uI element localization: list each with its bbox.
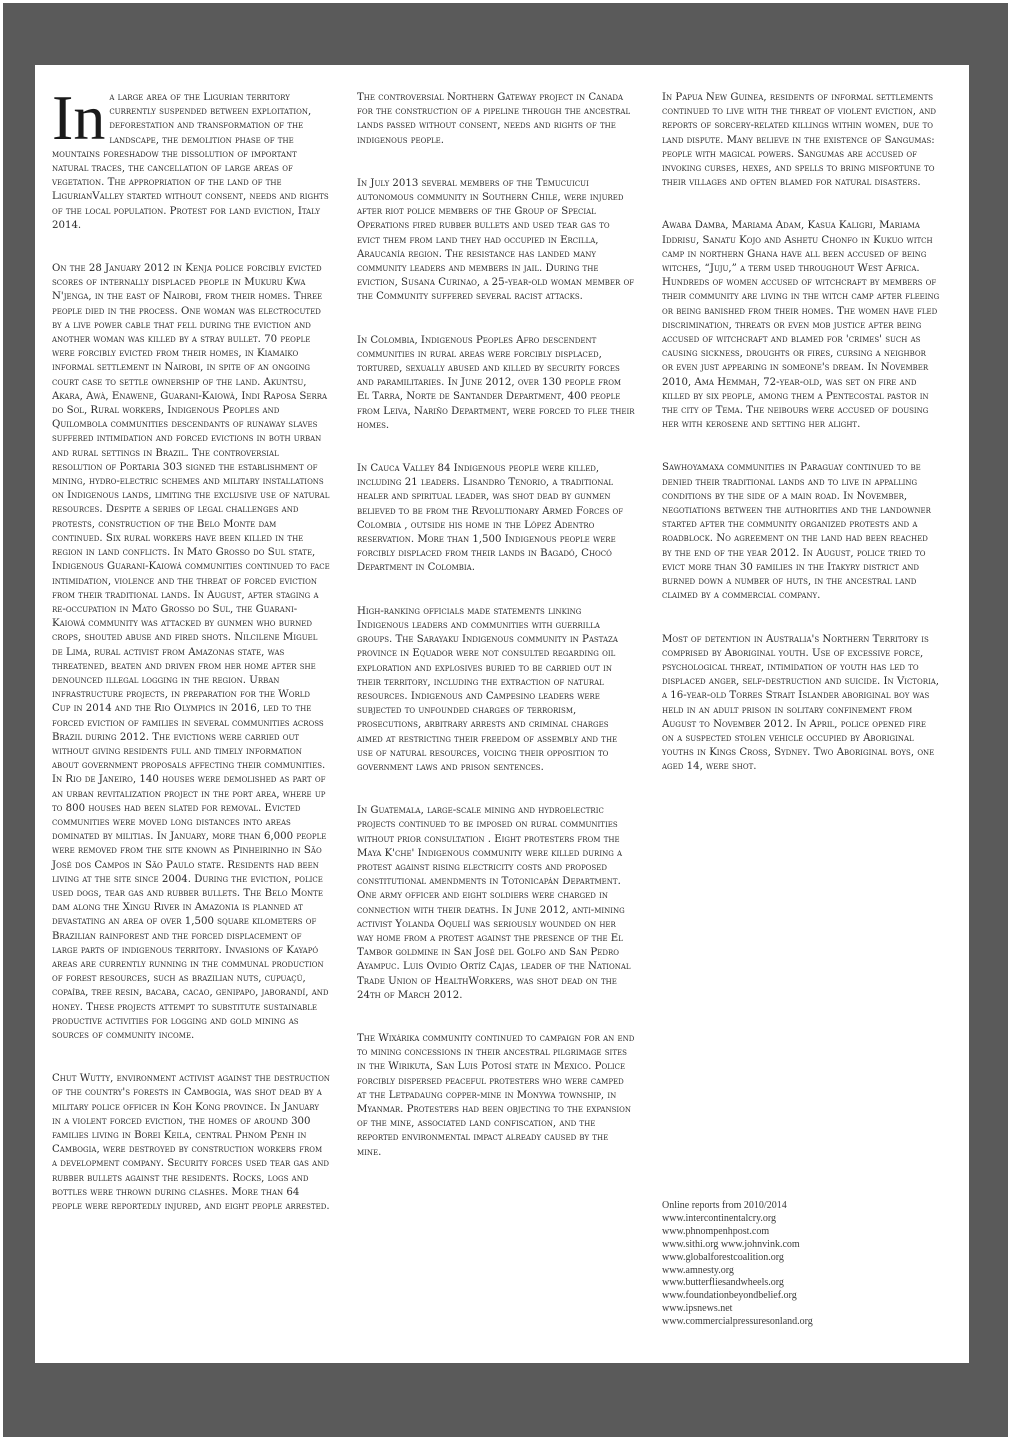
page-frame [3,3,1008,1437]
text-column-1 [52,82,330,1243]
document-page [35,65,969,1363]
source-link[interactable]: www.commercialpressuresonland.org [662,1316,813,1328]
source-link[interactable]: www.foundationbeyondbelief.org [662,1290,797,1302]
paragraph-kenya-brazil: On the 28 January 2012 in Kenja police forcibly evicted scores of internally displaced people in Mukuru Kwa N'jenga, in the east of Nairobi, from their homes. Three people died in the process. One woman was electrocuted by a live power cable that fell during the eviction and another woman was killed by a stray bullet. 70 people were forcibly evicted from their homes, in Kiamaiko informal settlement in Nairobi, in spite of an ongoing court case to settle ownership of the land. Akuntsu, Akara, Awà, Enawene, Guarani-Kaiowà, Indi Raposa Serra do Sol, Rural workers, Indigenous Peoples and Quilombola communities descendants of runaway slaves suffered intimidation and forced evictions in both urban and rural settings in Brazil. The controversial resolution of Portaria 303 signed the establishment of mining, hydro-electric schemes and military installations on Indigenous lands, limiting the exclusive use of natural resources. Despite a series of legal challenges and protests, construction of the Belo Monte dam continued. Six rural workers have been killed in the region in land conflicts. In Mato Grosso do Sul state, Indigenous Guarani-Kaiowá communities continued to face intimidation, violence and the threat of forced eviction from their traditional lands. In August, after staging a re-occupation in Mato Grosso do Sul, the Guarani- Kaiowá community was attacked by gunmen who burned crops, shouted abuse and fired shots. Nilcilene Miguel de Lima, rural activist from Amazonas state, was threatened, beaten and driven from her home after she denounced illegal logging in the region. Urban infrastructure projects, in preparation for the World Cup in 2014 and the Rio Olympics in 2016, led to the forced eviction of families in several communities across Brazil during 2012. The evictions were carried out without giving residents full and timely information about government proposals affecting their communities. In Rio de Janeiro, 140 houses were demolished as part of an urban revitalization project in the port area, where up to 800 houses had been slated for removal. Evicted communities were moved long distances into areas dominated by militias. In January, more than 6,000 people were removed from the site known as Pinheirinho in São José dos Campos in São Paulo state. Residents had been living at the site since 2004. During the eviction, police used dogs, tear gas and rubber bullets. The Belo Monte dam along the Xingu River in Amazonia is planned at devastating an area of over 1,500 square kilometers of Brazilian rainforest and the forced displacement of large parts of indigenous territory. Invasions of Kayapó areas are currently running in the communal production of forest resources, such as brazilian nuts, cupuaçú, copaíba, tree resin, bacaba, cacao, genipapo, jaborandí, and honey. These projects attempt to substitute sustainable productive activities for logging and gold mining as sources of community income. [52,263,330,1041]
text-column-3 [662,91,940,804]
paragraph-cauca-valley: In Cauca Valley 84 Indigenous people were killed, including 21 leaders. Lisandro Tenorio, a traditional healer and spiritual leader, was shot dead by gunmen believed to be from the Revolutionary Armed Forces of Colombia , outside his home in the López Adentro reservation. More than 1,500 Indigenous people were forcibly displaced from their lands in Bagadó, Chocó Department in Colombia. [357,463,624,574]
source-link[interactable]: www.intercontinentalcry.org [662,1212,777,1224]
source-link[interactable]: www.butterfliesandwheels.org [662,1277,784,1289]
paragraph-cambodia: Chut Wutty, environment activist against the destruction of the country's forests in Cambogia, was shot dead by a military police officer in Koh Kong province. In January in a violent forced eviction, the homes of around 300 families living in Borei Keila, central Phnom Penh in Cambogia, were destroyed by construction workers from a development company. Security forces used tear gas and rubber bullets against the residents. Rocks, logs and bottles were thrown during clashes. More than 64 people were reportedly injured, and eight people arrested. [52,1073,330,1213]
paragraph-chile: In July 2013 several members of the Temucuicui autonomous community in Southern Chile, were injured after riot police members of the Group of Special Operations fired rubber bullets and used tear gas to evict them from land they had occupied in Ercilla, Araucanía region. The resistance has landed many community leaders and members in jail. During the eviction, Susana Curinao, a 25-year-old woman member of the Community suffered several racist attacks. [357,177,635,303]
paragraph-mexico-myanmar: The Wixárika community continued to campaign for an end to mining concessions in their ancestral pilgrimage sites in the Wirikuta, San Luis Potosí state in Mexico. Police forcibly dispersed peaceful protesters who were camped at the Letpadaung copper-mine in Monywa township, in Myanmar. Protesters had been objecting to the expansion of the mine, associated land confiscation, and the reported environmental impact already caused by the mine. [357,1032,635,1158]
paragraph-ghana: Awaba Damba, Mariama Adam, Kasua Kaligri, Mariama Iddrisu, Sanatu Kojo and Ashetu Chonfo in Kukuo witch camp in northern Ghana have all been accused of being witches, “Juju,” a term used throughout West Africa. Hundreds of women accused of witchcraft by members of their community are living in the witch camp after fleeing or being banished from their homes. The women have fled discrimination, threats or even mob justice after being accused of witchcraft and blamed for 'crimes' such as causing sickness, droughts or fires, cursing a neighbor or even just appearing in someone's dream. In November 2010, Ama Hemmah, 72-year-old, was set on fire and killed by six people, among them a Pentecostal pastor in the city of Tema. The neibours were accused of dousing her with kerosene and setting her alight. [662,220,940,431]
paragraph-paraguay: Sawhoyamaxa communities in Paraguay continued to be denied their traditional lands and to live in appalling conditions by the side of a main road. In November, negotiations between the authorities and the landowner started after the community organized protests and a roadblock. No agreement on the land had been reached by the end of the year 2012. In August, police tried to evict more than 30 families in the Itakyry district and burned down a number of huts, in the ancestral land claimed by a commercial company. [662,462,931,602]
drop-cap: In [52,82,106,153]
paragraph-ecuador: High-ranking officials made statements linking Indigenous leaders and communities with guerrilla groups. The Sarayaku Indigenous community in Pastaza province in Equador were not consulted regarding oil exploration and explosives buried to be carried out in their territory, including the extraction of natural resources. Indigenous and Campesino leaders were subjected to unfounded charges of terrorism, prosecutions, arbitrary arrests and criminal charges aimed at restricting their freedom of assembly and the use of natural resources, voicing their opposition to government laws and prison sentences. [357,605,618,773]
paragraph-australia: Most of detention in Australia's Northern Territory is comprised by Aboriginal youth. Use of excessive force, psychological threat, intimidation of youth has led to displaced anger, self-destruction and suicide. In Victoria, a 16-year-old Torres Strait Islander aboriginal boy was held in an adult prison in solitary confinement from August to November 2012. In April, police opened fire on a suspected stolen vehicle occupied by Aboriginal youths in Kings Cross, Sydney. Two Aboriginal boys, one aged 14, were shot. [662,633,940,773]
sources-list [662,1200,940,1329]
source-link[interactable]: www.sithi.org www.johnvink.com [662,1238,800,1250]
paragraph-papua-new-guinea: In Papua New Guinea, residents of informal settlements continued to live with the threat of violent eviction, and reports of sorcery-related killings within women, due to land dispute. Many believe in the existence of Sangumas: people with magical powers. Sangumas are accused of invoking curses, hexes, and spells to bring misfortune to their villages and often blamed for natural disasters. [662,92,936,189]
paragraph-colombia: In Colombia, Indigenous Peoples Afro descendent communities in rural areas were forcibly displaced, tortured, sexually abused and killed by security forces and paramilitaries. In June 2012, over 130 people from El Tarra, Norte de Santander Department, 400 people from Leiva, Nariño Department, were forced to flee their homes. [357,334,635,431]
paragraph-canada: The controversial Northern Gateway project in Canada for the construction of a pipeline through the ancestral lands passed without consent, needs and rights of the indigenous people. [357,92,631,146]
text-column-2 [357,91,635,1189]
paragraph-guatemala: In Guatemala, large-scale mining and hydroelectric projects continued to be imposed on rural communities without prior consultation . Eight protesters from the Maya K'che' Indigenous community were killed during a protest against rising electricity costs and proposed constitutional amendments in Totonicapán Department. One army officer and eight soldiers were charged in connection with their deaths. In June 2012, anti-mining activist Yolanda Oquelí was seriously wounded on her way home from a protest against the presence of the El Tambor goldmine in San José del Golfo and San Pedro Ayampuc. Luis Ovidio Ortíz Cajas, leader of the National Trade Union of HealthWorkers, was shot dead on the 24th of March 2012. [357,805,631,1001]
paragraph-italy [52,82,330,233]
source-link[interactable]: www.amnesty.org [662,1264,734,1276]
source-link[interactable]: www.ipsnews.net [662,1303,733,1315]
source-link[interactable]: www.globalforestcoalition.org [662,1251,784,1263]
paragraph-italy-text: a large area of the Ligurian territory currently suspended between exploitation, deforestation and transformation of the landscape, the demolition phase of the mountains foreshadow the dissolution of important natural traces, the cancellation of large areas of vegetation. The appropriation of the land of the LigurianValley started without consent, needs and rights of the local population. Protest for land eviction, Italy 2014. [52,92,329,231]
source-link[interactable]: www.phnompenhpost.com [662,1225,770,1237]
sources-heading: Online reports from 2010/2014 [662,1200,787,1211]
